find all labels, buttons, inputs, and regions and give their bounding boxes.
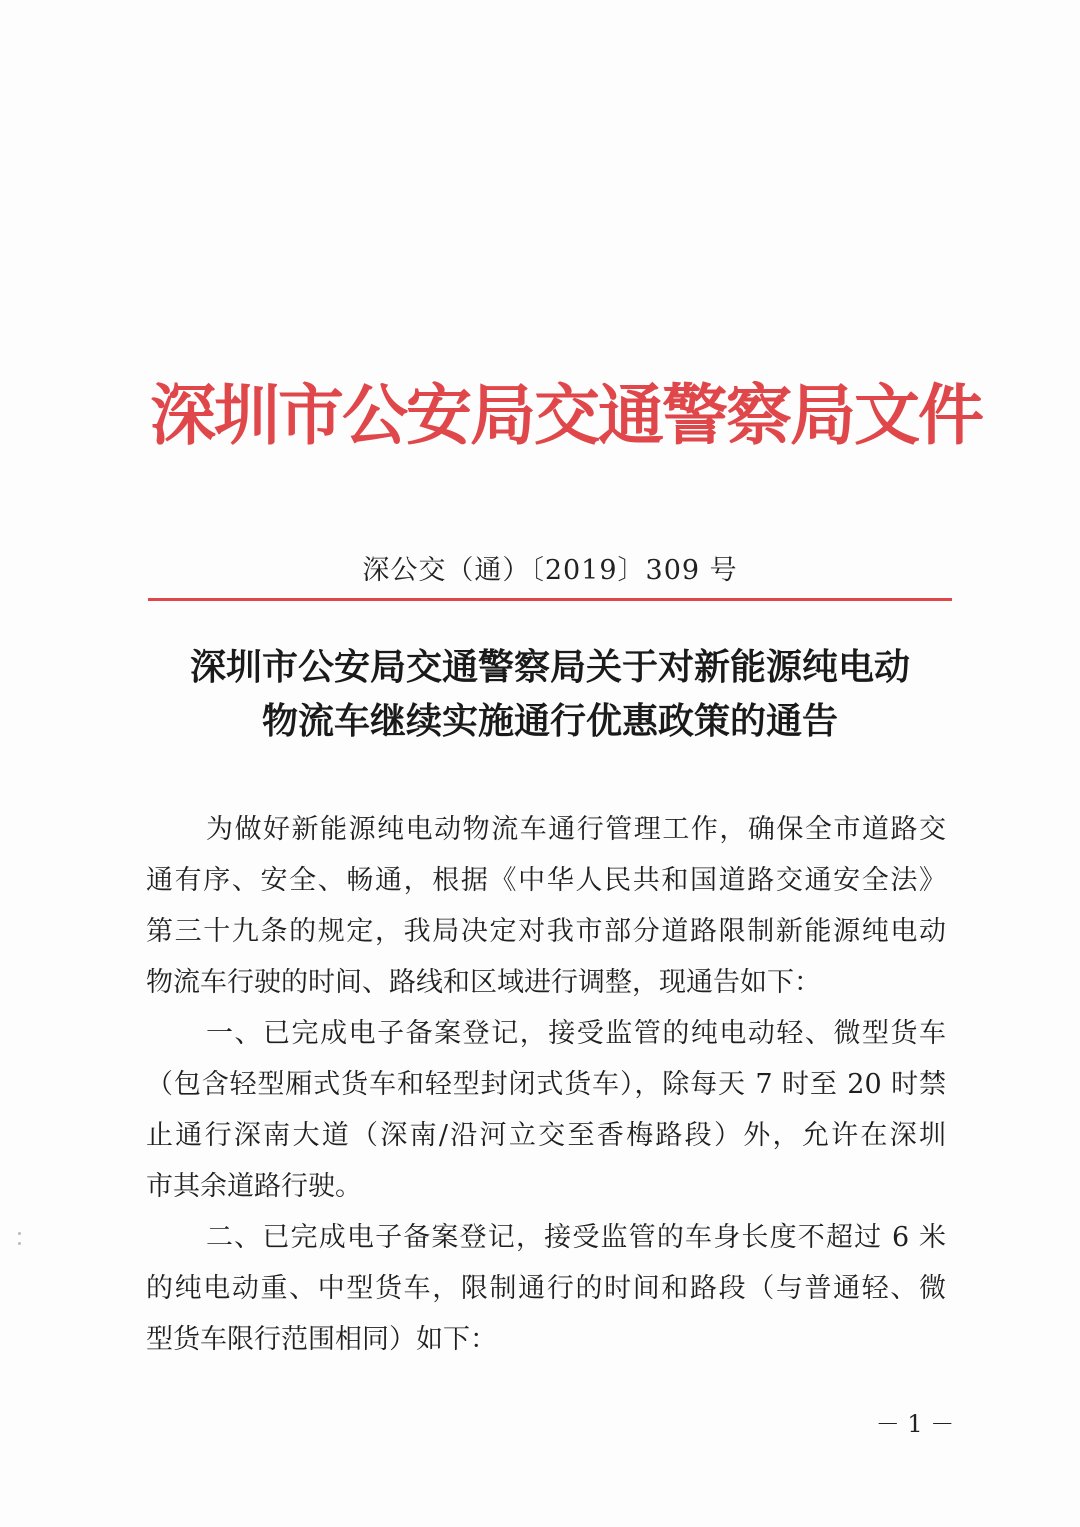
intro-line: 物流车行驶的时间、路线和区域进行调整，现通告如下： — [146, 967, 821, 998]
intro-line: 通有序、安全、畅通，根据《中华人民共和国道路交通安全法》 — [146, 865, 946, 896]
scan-speck — [18, 1232, 21, 1235]
notice-body — [146, 804, 946, 1365]
page-number: － 1 － — [875, 1410, 955, 1438]
item1-line: 一、已完成电子备案登记，接受监管的纯电动轻、微型货车 — [206, 1018, 946, 1049]
document-number: 深公交（通）〔2019〕309 号 — [362, 555, 738, 586]
document-masthead: 深圳市公安局交通警察局文件 — [150, 376, 982, 454]
notice-title-line-1: 深圳市公安局交通警察局关于对新能源纯电动 — [189, 646, 910, 688]
item2-line: 二、已完成电子备案登记，接受监管的车身长度不超过 6 米 — [206, 1222, 946, 1253]
intro-line: 为做好新能源纯电动物流车通行管理工作，确保全市道路交 — [206, 814, 946, 845]
scan-speck — [18, 1242, 21, 1245]
item2-line: 的纯电动重、中型货车，限制通行的时间和路段（与普通轻、微 — [146, 1273, 946, 1304]
red-divider-line — [148, 598, 952, 601]
intro-line: 第三十九条的规定，我局决定对我市部分道路限制新能源纯电动 — [146, 916, 946, 947]
item1-line: 止通行深南大道（深南/沿河立交至香梅路段）外，允许在深圳 — [146, 1120, 946, 1151]
notice-title-line-2: 物流车继续实施通行优惠政策的通告 — [261, 700, 838, 742]
item1-line: 市其余道路行驶。 — [146, 1171, 362, 1202]
item1-line: （包含轻型厢式货车和轻型封闭式货车），除每天 7 时至 20 时禁 — [146, 1069, 946, 1100]
item2-line: 型货车限行范围相同）如下： — [146, 1324, 497, 1355]
notice-title — [130, 640, 970, 748]
